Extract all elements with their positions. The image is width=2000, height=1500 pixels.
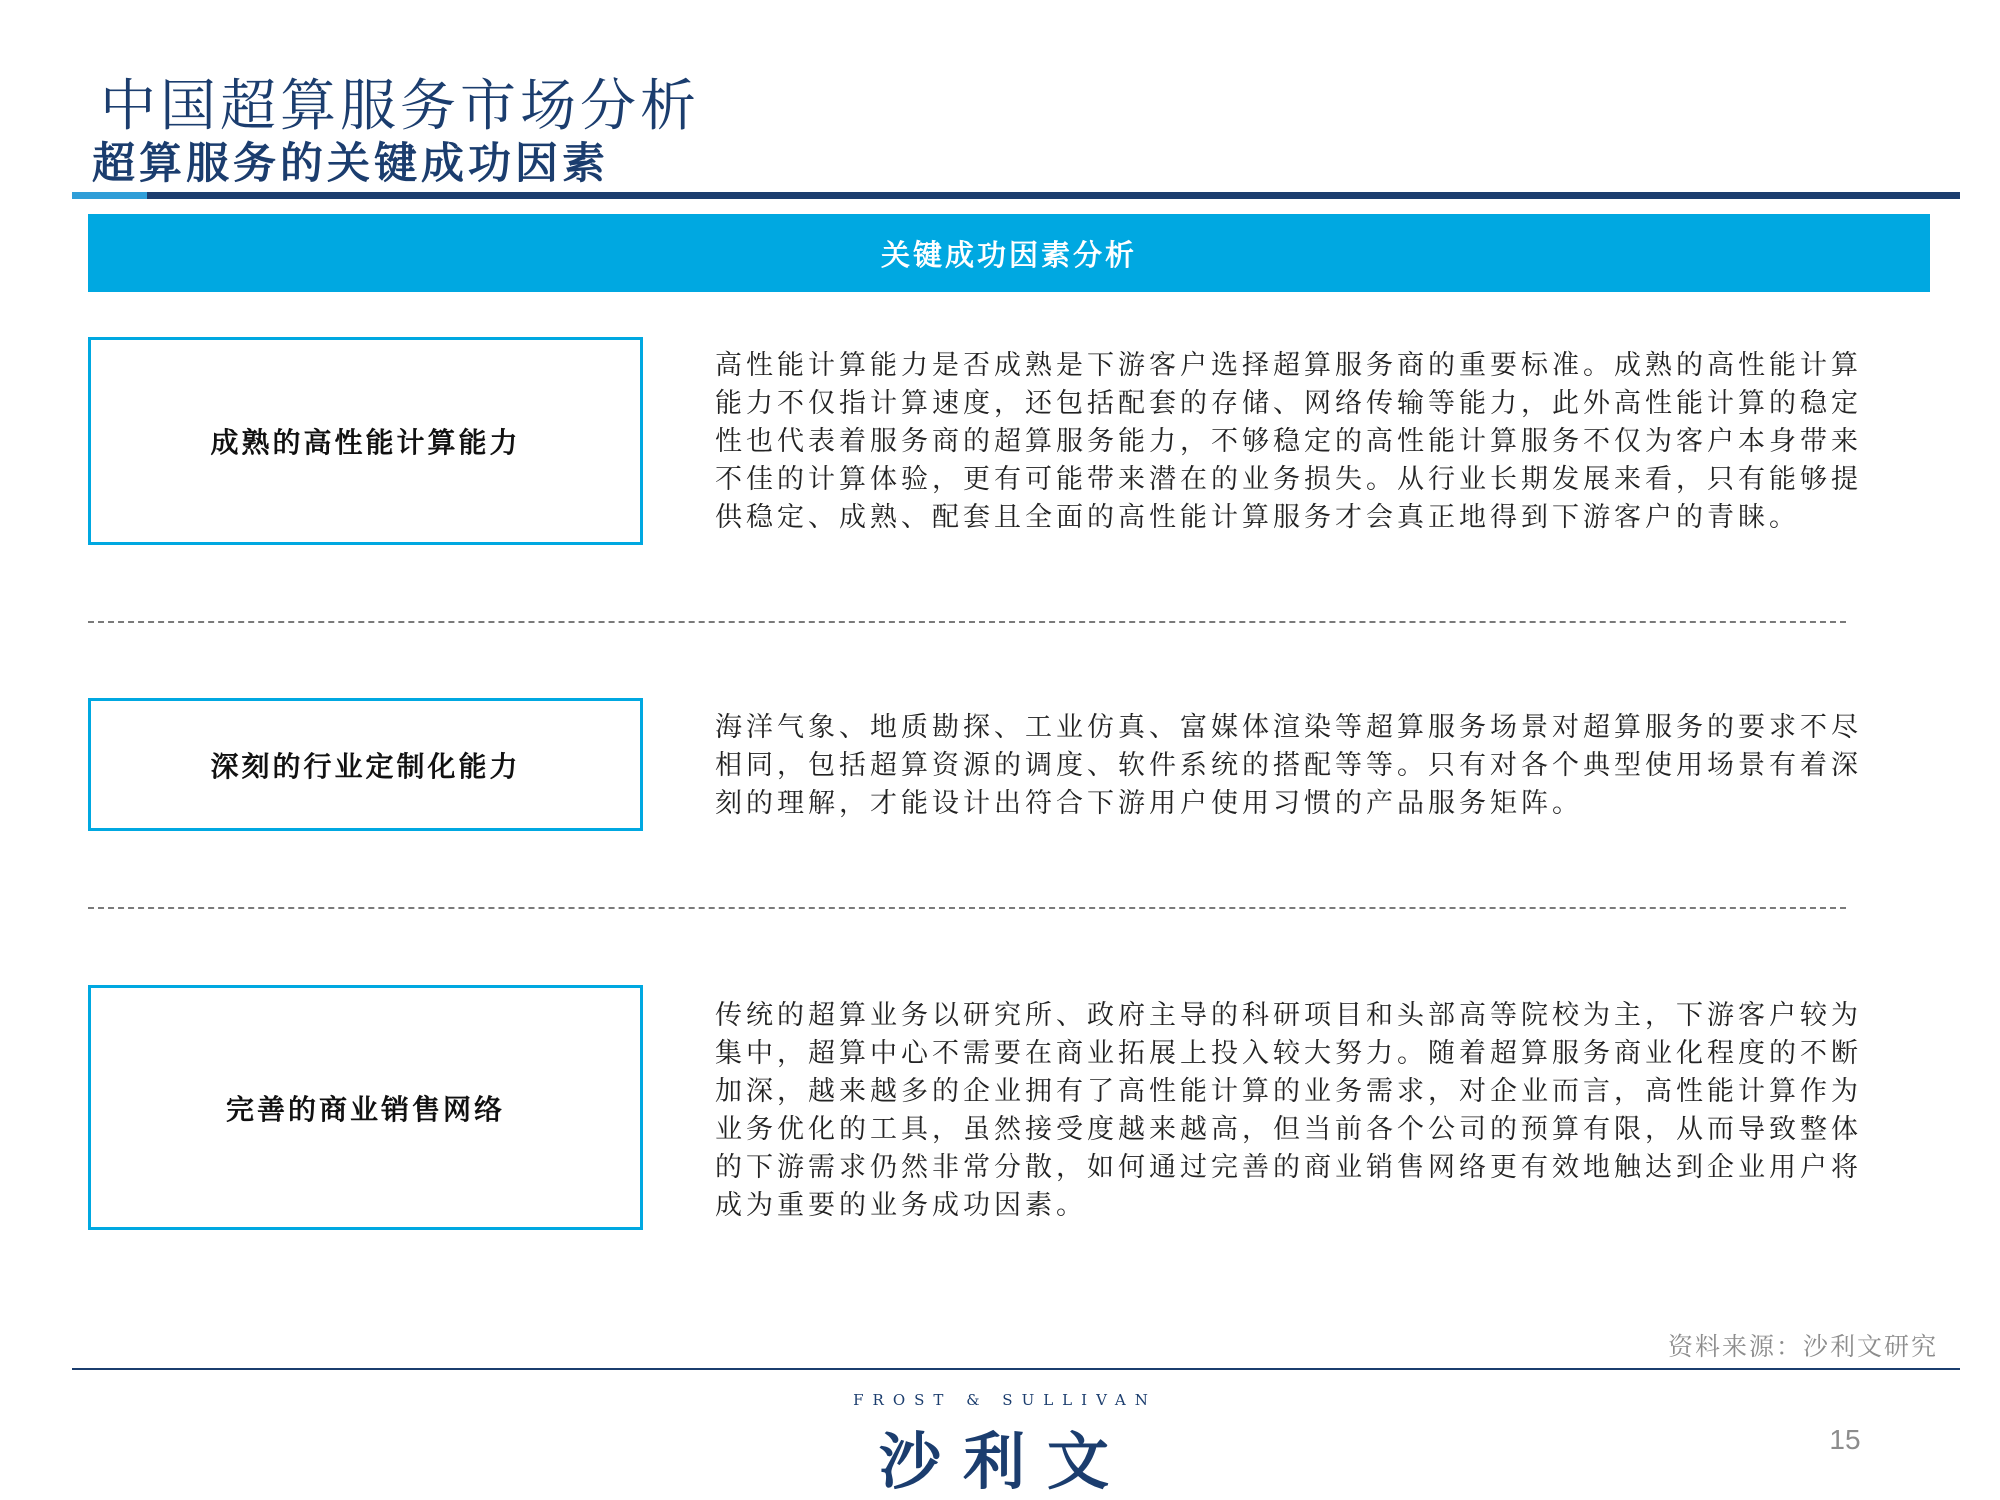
factor-description: 高性能计算能力是否成熟是下游客户选择超算服务商的重要标准。成熟的高性能计算能力不仅指计算速度，还包括配套的存储、网络传输等能力，此外高性能计算的稳定性也代表着服务商的超算服务能力，不够稳定的高性能计算服务不仅为客户本身带来不佳的计算体验，更有可能带来潜在的业务损失。从行业长期发展来看，只有能够提供稳定、成熟、配套且全面的高性能计算服务才会真正地得到下游客户的青睐。: [715, 350, 1862, 533]
factor-box-sales-network: [88, 985, 643, 1230]
section-banner-label: 关键成功因素分析: [880, 237, 1137, 272]
factor-label: 完善的商业销售网络: [225, 1092, 505, 1126]
factor-label: 深刻的行业定制化能力: [210, 749, 521, 783]
page-subtitle: 超算服务的关键成功因素: [92, 139, 609, 189]
header-rule-accent: [72, 192, 147, 199]
factor-description: 海洋气象、地质勘探、工业仿真、富媒体渲染等超算服务场景对超算服务的要求不尽相同，包括超算资源的调度、软件系统的搭配等等。只有对各个典型使用场景有着深刻的理解，才能设计出符合下游用户使用习惯的产品服务矩阵。: [715, 712, 1862, 819]
factor-description: 传统的超算业务以研究所、政府主导的科研项目和头部高等院校为主，下游客户较为集中，超算中心不需要在商业拓展上投入较大努力。随着超算服务商业化程度的不断加深，越来越多的企业拥有了高性能计算的业务需求，对企业而言，高性能计算作为业务优化的工具，虽然接受度越来越高，但当前各个公司的预算有限，从而导致整体的下游需求仍然非常分散，如何通过完善的商业销售网络更有效地触达到企业用户将成为重要的业务成功因素。: [715, 1000, 1862, 1221]
source-note: 资料来源：沙利文研究: [1667, 1332, 1938, 1361]
section-banner: [88, 214, 1930, 292]
company-logo-wordmark: FROST & SULLIVAN: [853, 1391, 1157, 1409]
header-rule: [147, 192, 1960, 199]
factor-label: 成熟的高性能计算能力: [210, 426, 521, 459]
factor-box-industry-customization: [88, 698, 643, 831]
section-divider: [88, 907, 1846, 909]
factor-box-hpc-capability: [88, 337, 643, 545]
footer-rule: [72, 1368, 1960, 1370]
company-logo: 沙利文: [878, 1425, 1131, 1498]
page-title: 中国超算服务市场分析: [100, 74, 700, 139]
section-divider: [88, 621, 1846, 623]
page-number: 15: [1829, 1424, 1861, 1455]
